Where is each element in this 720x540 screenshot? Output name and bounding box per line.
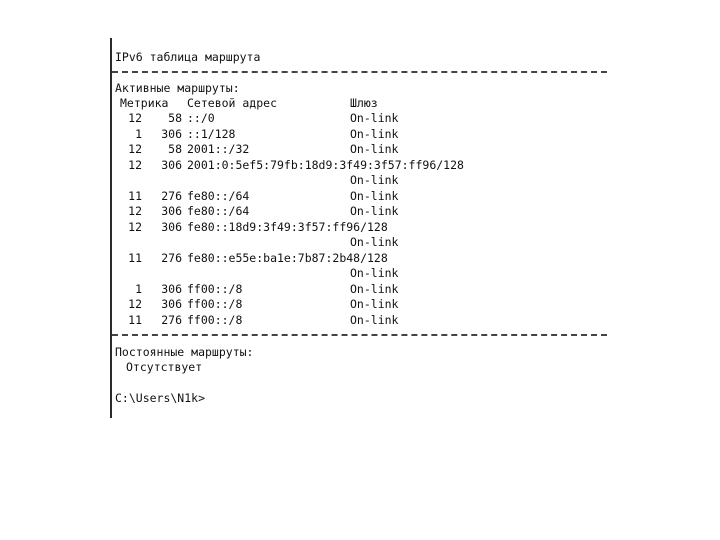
persistent-routes-header: Постоянные маршруты: [115, 345, 254, 359]
route-gateway: On-link [350, 266, 399, 280]
command-prompt[interactable]: C:\Users\N1k> [115, 391, 206, 405]
route-gateway: On-link [350, 312, 399, 327]
separator-bottom [112, 334, 607, 336]
route-interface: 11 [128, 250, 142, 265]
route-destination: 2001::/32 [187, 142, 250, 156]
route-interface: 12 [128, 111, 142, 125]
route-metric: 306 [161, 157, 182, 172]
route-gateway: On-link [350, 235, 399, 249]
route-destination: ff00::/8 [187, 281, 243, 296]
route-destination: fe80::e55e:ba1e:7b87:2b48/128 [187, 250, 388, 265]
route-destination: fe80::18d9:3f49:3f57:ff96/128 [187, 219, 388, 234]
route-metric: 58 [168, 142, 182, 156]
route-metric: 306 [161, 219, 182, 234]
route-metric: 306 [161, 126, 182, 141]
route-gateway: On-link [350, 142, 399, 156]
route-destination: ff00::/8 [187, 297, 243, 311]
console-window [110, 38, 612, 418]
route-interface: 1 [135, 281, 142, 296]
route-gateway: On-link [350, 297, 399, 311]
route-metric: 276 [161, 250, 182, 265]
route-metric: 276 [161, 188, 182, 203]
column-header-metric: Метрика [120, 96, 169, 110]
route-destination: fe80::/64 [187, 188, 250, 203]
route-gateway: On-link [350, 111, 399, 125]
route-destination: ::/0 [187, 111, 215, 125]
route-interface: 12 [128, 297, 142, 311]
route-metric: 306 [161, 281, 182, 296]
column-header-dest: Сетевой адрес [187, 96, 278, 110]
persistent-routes-value: Отсутствует [126, 360, 203, 374]
route-metric: 306 [161, 204, 182, 218]
route-interface: 1 [135, 126, 142, 141]
route-destination: fe80::/64 [187, 204, 250, 218]
route-destination: ::1/128 [187, 126, 236, 141]
column-header-gateway: Шлюз [350, 96, 378, 110]
route-interface: 11 [128, 312, 142, 327]
separator-top [112, 71, 607, 73]
route-metric: 306 [161, 297, 182, 311]
route-interface: 12 [128, 219, 142, 234]
active-routes-header: Активные маршруты: [115, 81, 240, 95]
route-destination: ff00::/8 [187, 312, 243, 327]
table-title: IPv6 таблица маршрута [115, 50, 261, 64]
route-gateway: On-link [350, 126, 399, 141]
route-gateway: On-link [350, 173, 399, 187]
route-interface: 12 [128, 204, 142, 218]
route-interface: 12 [128, 157, 142, 172]
route-metric: 276 [161, 312, 182, 327]
route-gateway: On-link [350, 281, 399, 296]
route-interface: 12 [128, 142, 142, 156]
route-interface: 11 [128, 188, 142, 203]
route-metric: 58 [168, 111, 182, 125]
route-gateway: On-link [350, 204, 399, 218]
route-destination: 2001:0:5ef5:79fb:18d9:3f49:3f57:ff96/128 [187, 157, 464, 172]
route-gateway: On-link [350, 188, 399, 203]
